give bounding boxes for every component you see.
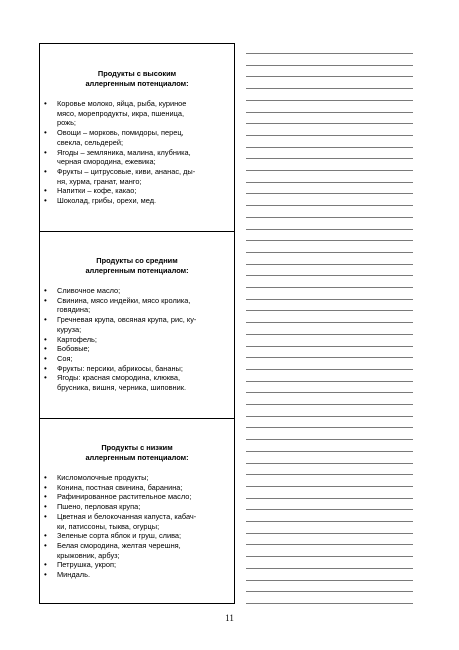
ruled-line xyxy=(246,509,413,510)
list-item-text: Ягоды: красная смородина, клюква, xyxy=(57,373,181,383)
title-line: аллергенным потенциалом: xyxy=(85,79,189,88)
ruled-line xyxy=(246,112,413,113)
list-item xyxy=(44,296,230,315)
list-item-text: Бобовые; xyxy=(57,344,90,354)
ruled-line xyxy=(246,182,413,183)
ruled-line xyxy=(246,544,413,545)
title-line: аллергенным потенциалом: xyxy=(85,266,189,275)
ruled-line xyxy=(246,404,413,405)
list-item xyxy=(44,512,230,531)
bullet-icon: • xyxy=(44,344,47,354)
ruled-line xyxy=(246,416,413,417)
list-item xyxy=(44,473,230,483)
ruled-line xyxy=(246,299,413,300)
ruled-line xyxy=(246,381,413,382)
ruled-line xyxy=(246,287,413,288)
list-item xyxy=(44,315,230,334)
list-item-text: Гречневая крупа, овсяная крупа, рис, ку- xyxy=(57,315,197,325)
list-item xyxy=(44,344,230,354)
ruled-line xyxy=(246,346,413,347)
ruled-line xyxy=(246,264,413,265)
list-item xyxy=(44,364,230,374)
list-item-text: куруза; xyxy=(57,324,82,334)
bullet-icon: • xyxy=(44,570,47,580)
list-item xyxy=(44,286,230,296)
bullet-icon: • xyxy=(44,186,47,196)
ruled-line xyxy=(246,100,413,101)
list-item xyxy=(44,128,230,147)
list-item xyxy=(44,354,230,364)
ruled-line xyxy=(246,568,413,569)
title-line: Продукты с низким xyxy=(101,443,173,452)
list-item xyxy=(44,570,230,580)
ruled-line xyxy=(246,498,413,499)
list-item-text: Свинина, мясо индейки, мясо кролика, xyxy=(57,295,191,305)
list-item-text: Сливочное масло; xyxy=(57,286,121,295)
ruled-line xyxy=(246,147,413,148)
list-item xyxy=(44,99,230,128)
ruled-line xyxy=(246,322,413,323)
list-item-text: Картофель; xyxy=(57,334,97,344)
list-item xyxy=(44,167,230,186)
ruled-line xyxy=(246,556,413,557)
list-item-text: Фрукты: персики, абрикосы, бананы; xyxy=(57,363,183,373)
title-line: аллергенным потенциалом: xyxy=(85,453,189,462)
list-item-text: ня, хурма, гранат, манго; xyxy=(57,176,142,186)
bullet-icon: • xyxy=(44,334,47,344)
list-item-text: Коровье молоко, яйца, рыба, куриное xyxy=(57,99,187,108)
list-item xyxy=(44,492,230,502)
ruled-line xyxy=(246,217,413,218)
list-item xyxy=(44,196,230,206)
ruled-line xyxy=(246,205,413,206)
ruled-line xyxy=(246,369,413,370)
list-item-text: Кисломолочные продукты; xyxy=(57,473,149,482)
bullet-icon: • xyxy=(44,473,47,482)
list-item-text: Белая смородина, желтая черешня, xyxy=(57,540,181,550)
list-item xyxy=(44,560,230,570)
section-title xyxy=(40,256,234,276)
list-item-text: Ягоды – земляника, малина, клубника, xyxy=(57,147,191,157)
ruled-line xyxy=(246,463,413,464)
list-item-text: ки, патиссоны, тыква, огурцы; xyxy=(57,521,160,531)
ruled-line xyxy=(246,123,413,124)
bullet-icon: • xyxy=(44,315,47,325)
section-divider xyxy=(40,418,234,419)
ruled-line xyxy=(246,170,413,171)
list-item xyxy=(44,502,230,512)
list-item xyxy=(44,541,230,560)
item-list xyxy=(44,286,230,393)
ruled-line xyxy=(246,53,413,54)
ruled-line xyxy=(246,334,413,335)
list-item xyxy=(44,148,230,167)
ruled-line xyxy=(246,240,413,241)
bullet-icon: • xyxy=(44,147,47,157)
bullet-icon: • xyxy=(44,511,47,521)
ruled-line xyxy=(246,439,413,440)
ruled-line xyxy=(246,474,413,475)
list-item-text: рожь; xyxy=(57,118,76,128)
bullet-icon: • xyxy=(44,492,47,502)
ruled-line xyxy=(246,252,413,253)
bullet-icon: • xyxy=(44,295,47,305)
ruled-line xyxy=(246,392,413,393)
ruled-line xyxy=(246,275,413,276)
ruled-line xyxy=(246,357,413,358)
ruled-line xyxy=(246,88,413,89)
ruled-line xyxy=(246,158,413,159)
list-item-text: Конина, постная свинина, баранина; xyxy=(57,482,183,492)
item-list xyxy=(44,473,230,580)
bullet-icon: • xyxy=(44,286,47,295)
ruled-line xyxy=(246,580,413,581)
list-item-text: черная смородина, ежевика; xyxy=(57,157,156,167)
bullet-icon: • xyxy=(44,196,47,206)
bullet-icon: • xyxy=(44,531,47,541)
list-item-text: Фрукты – цитрусовые, киви, ананас, ды- xyxy=(57,166,196,176)
bullet-icon: • xyxy=(44,560,47,570)
list-item-text: Зеленые сорта яблок и груш, слива; xyxy=(57,531,182,541)
ruled-line xyxy=(246,229,413,230)
list-item xyxy=(44,531,230,541)
ruled-line xyxy=(246,135,413,136)
list-item-text: Соя; xyxy=(57,353,73,363)
list-item-text: брусника, вишня, черника, шиповник. xyxy=(57,383,187,393)
bullet-icon: • xyxy=(44,540,47,550)
ruled-line xyxy=(246,486,413,487)
item-list xyxy=(44,99,230,206)
list-item-text: мясо, морепродукты, икра, пшеница, xyxy=(57,108,185,118)
ruled-line xyxy=(246,193,413,194)
list-item-text: Рафинированное растительное масло; xyxy=(57,492,192,502)
bullet-icon: • xyxy=(44,166,47,176)
title-line: Продукты с высоким xyxy=(97,69,177,78)
list-item xyxy=(44,335,230,345)
bullet-icon: • xyxy=(44,128,47,138)
list-item-text: Шоколад, грибы, орехи, мед. xyxy=(57,196,157,206)
ruled-line xyxy=(246,591,413,592)
bullet-icon: • xyxy=(44,482,47,492)
bullet-icon: • xyxy=(44,363,47,373)
list-item xyxy=(44,483,230,493)
list-item-text: Пшено, перловая крупа; xyxy=(57,502,141,512)
section-title xyxy=(40,69,234,89)
list-item-text: Напитки – кофе, какао; xyxy=(57,186,137,196)
title-line: Продукты со средним xyxy=(96,256,178,265)
allergen-table xyxy=(39,43,235,604)
ruled-line xyxy=(246,310,413,311)
list-item-text: говядина; xyxy=(57,305,91,315)
list-item xyxy=(44,186,230,196)
bullet-icon: • xyxy=(44,502,47,512)
bullet-icon: • xyxy=(44,99,47,108)
ruled-line xyxy=(246,76,413,77)
list-item-text: Петрушка, укроп; xyxy=(57,560,117,570)
section-title xyxy=(40,443,234,463)
ruled-line xyxy=(246,521,413,522)
list-item-text: крыжовник, арбуз; xyxy=(57,550,120,560)
list-item-text: Овощи – морковь, помидоры, перец, xyxy=(57,128,184,138)
bullet-icon: • xyxy=(44,353,47,363)
ruled-line xyxy=(246,603,413,604)
list-item-text: Миндаль. xyxy=(57,570,91,580)
page-number: 11 xyxy=(225,613,234,623)
ruled-line xyxy=(246,451,413,452)
list-item-text: свекла, сельдерей; xyxy=(57,137,124,147)
list-item-text: Цветная и белокочанная капуста, кабач- xyxy=(57,511,197,521)
bullet-icon: • xyxy=(44,373,47,383)
ruled-line xyxy=(246,533,413,534)
ruled-line xyxy=(246,427,413,428)
list-item xyxy=(44,373,230,392)
ruled-notes-area xyxy=(246,42,413,604)
section-divider xyxy=(40,231,234,232)
ruled-line xyxy=(246,65,413,66)
